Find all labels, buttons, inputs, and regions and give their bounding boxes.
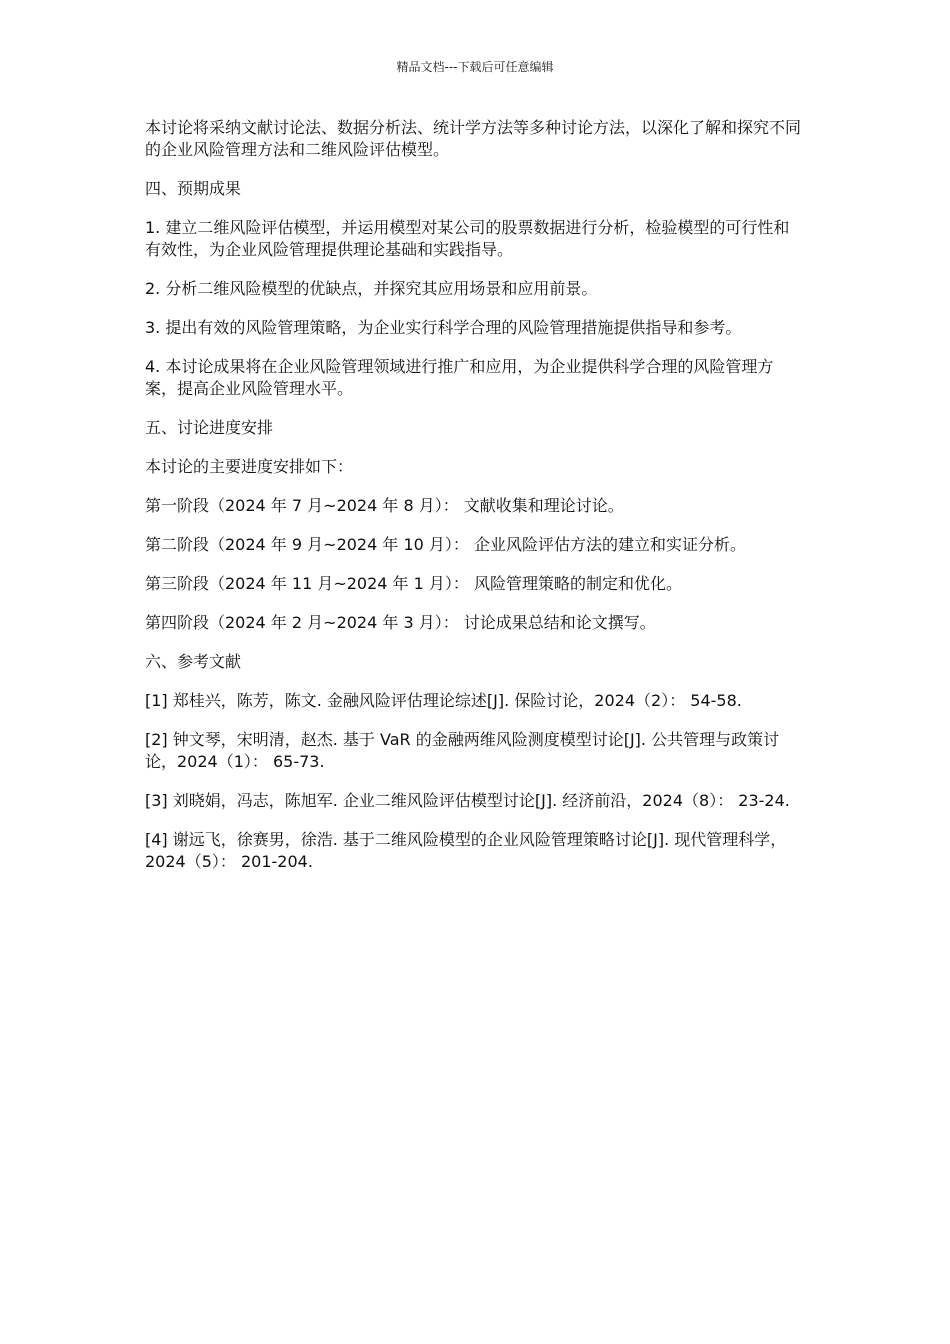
section-heading-references: 六、参考文献 xyxy=(145,652,242,671)
reference-item: [1] 郑桂兴，陈芳，陈文. 金融风险评估理论综述[J]. 保险讨论，2024（2）： 54-58. xyxy=(145,691,742,710)
schedule-stage: 第三阶段（2024 年 11 月~2024 年 1 月）： 风险管理策略的制定和优化。 xyxy=(145,574,682,593)
schedule-stage: 第四阶段（2024 年 2 月~2024 年 3 月）： 讨论成果总结和论文撰写。 xyxy=(145,613,656,632)
schedule-intro: 本讨论的主要进度安排如下： xyxy=(145,457,354,476)
section-heading-schedule: 五、讨论进度安排 xyxy=(145,418,274,437)
document-body xyxy=(145,117,805,890)
page-header: 精品文档---下载后可任意编辑 xyxy=(396,60,554,74)
schedule-stage: 第二阶段（2024 年 9 月~2024 年 10 月）： 企业风险评估方法的建立和实证分析。 xyxy=(145,535,746,554)
expected-result-item: 3. 提出有效的风险管理策略，为企业实行科学合理的风险管理措施提供指导和参考。 xyxy=(145,318,742,337)
expected-result-item: 1. 建立二维风险评估模型，并运用模型对某公司的股票数据进行分析，检验模型的可行性和有效性，为企业风险管理提供理论基础和实践指导。 xyxy=(145,218,790,259)
section-heading-expected-results: 四、预期成果 xyxy=(145,179,242,198)
expected-result-item: 4. 本讨论成果将在企业风险管理领域进行推广和应用，为企业提供科学合理的风险管理方案，提高企业风险管理水平。 xyxy=(145,357,774,398)
reference-item: [4] 谢远飞，徐赛男，徐浩. 基于二维风险模型的企业风险管理策略讨论[J]. 现代管理科学，2024（5）： 201-204. xyxy=(145,830,787,871)
expected-result-item: 2. 分析二维风险模型的优缺点，并探究其应用场景和应用前景。 xyxy=(145,279,598,298)
reference-item: [3] 刘晓娟，冯志，陈旭军. 企业二维风险评估模型讨论[J]. 经济前沿，2024（8）： 23-24. xyxy=(145,791,790,810)
intro-paragraph: 本讨论将采纳文献讨论法、数据分析法、统计学方法等多种讨论方法，以深化了解和探究不同的企业风险管理方法和二维风险评估模型。 xyxy=(145,118,802,159)
reference-item: [2] 钟文琴，宋明清，赵杰. 基于 VaR 的金融两维风险测度模型讨论[J]. 公共管理与政策讨论，2024（1）： 65-73. xyxy=(145,730,780,771)
schedule-stage: 第一阶段（2024 年 7 月~2024 年 8 月）： 文献收集和理论讨论。 xyxy=(145,496,624,515)
